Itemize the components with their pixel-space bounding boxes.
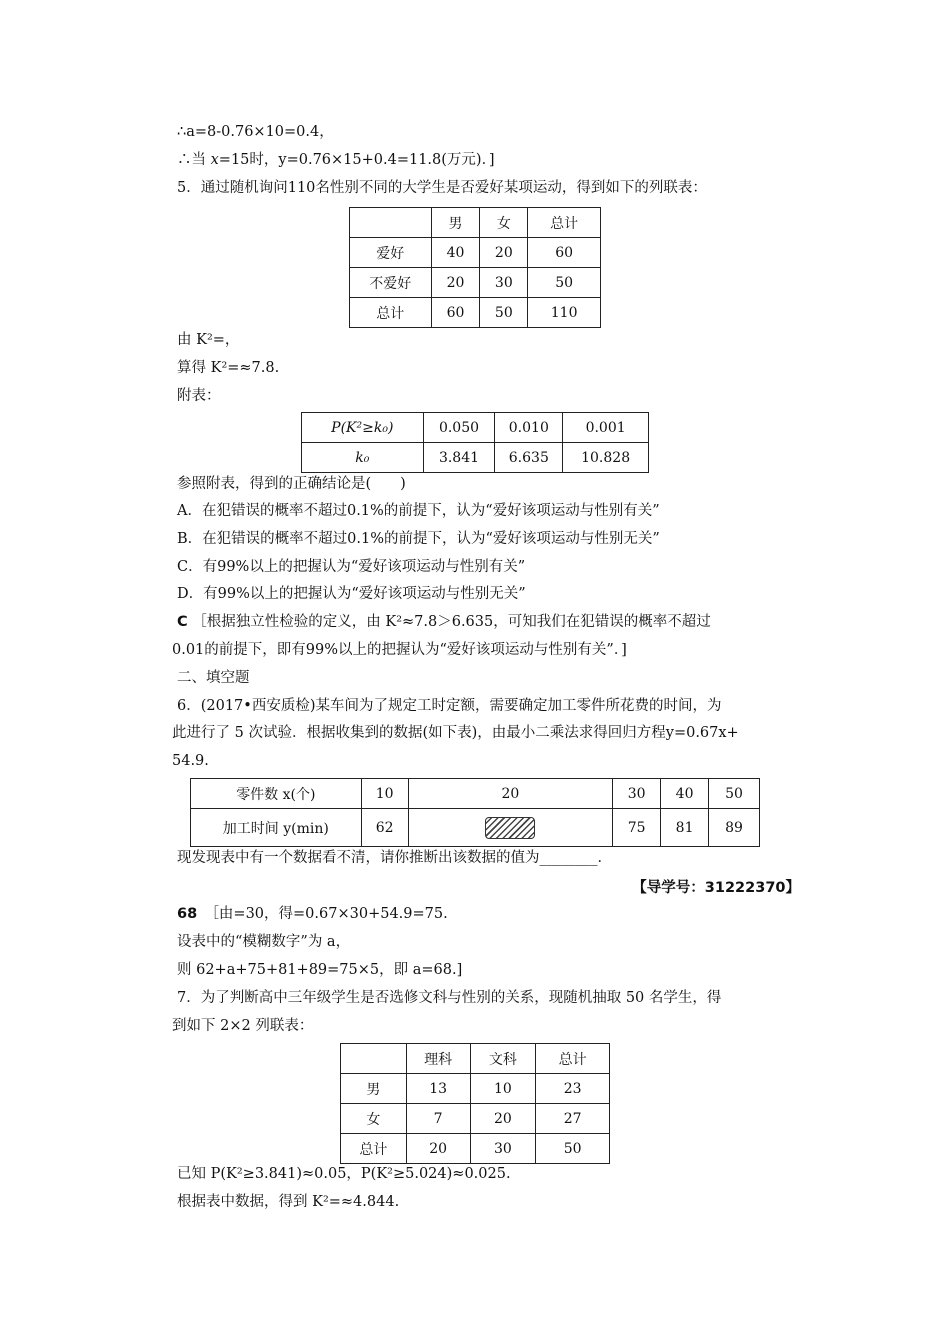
table-cell: 0.001 [563, 413, 649, 443]
table-row [191, 779, 760, 809]
contingency-table-5 [349, 207, 601, 328]
question-5: 5．通过随机询问110名性别不同的大学生是否爱好某项运动，得到如下的列联表： [177, 180, 707, 196]
answer-line-2 [177, 150, 495, 170]
table-cell: 40 [661, 779, 709, 809]
table-cell: 75 [613, 809, 661, 847]
answer-number: 68 [177, 906, 198, 922]
text: ［根据独立性检验的定义，由 K²≈7.8＞6.635，可知我们在犯错误的概率不超过 [192, 614, 711, 630]
question-6-line-1: 6．(2017•西安质检)某车间为了规定工时定额，需要确定加工零件所花费的时间，为 [177, 698, 722, 714]
var-x: x [210, 152, 219, 168]
table-cell: 110 [528, 298, 601, 328]
option-c: C．有99%以上的把握认为“爱好该项运动与性别有关” [177, 559, 526, 575]
table-cell: 50 [480, 298, 528, 328]
table-cell: 女 [341, 1104, 407, 1134]
table-cell: 13 [406, 1074, 470, 1104]
table-cell: 60 [431, 298, 480, 328]
table-cell: 40 [431, 238, 480, 268]
table-cell: 10.828 [563, 443, 649, 473]
table-cell: 27 [536, 1104, 610, 1134]
table-cell: P(K²≥k₀) [302, 413, 424, 443]
table-cell: 男 [431, 208, 480, 238]
known-probabilities: 已知 P(K²≥3.841)≈0.05，P(K²≥5.024)≈0.025. [177, 1166, 511, 1182]
answer-line-1: ∴a=8-0.76×10=0.4， [177, 124, 334, 140]
table-row [302, 443, 649, 473]
table-cell: 30 [613, 779, 661, 809]
option-a: A．在犯错误的概率不超过0.1%的前提下，认为“爱好该项运动与性别有关” [177, 503, 660, 519]
table-cell: 62 [361, 809, 408, 847]
table-row [302, 413, 649, 443]
table-cell: 总计 [528, 208, 601, 238]
table-cell: 81 [661, 809, 709, 847]
text: =15时，y=0.76×15+0.4=11.8(万元)．] [218, 152, 495, 168]
regression-table [190, 778, 760, 847]
answer-6-line-1 [177, 904, 448, 924]
table-cell: 20 [470, 1104, 536, 1134]
question-6-line-2: 此进行了 5 次试验．根据收集到的数据(如下表)，由最小二乘法求得回归方程y=0.67x+ [172, 725, 739, 741]
table-cell: 男 [341, 1074, 407, 1104]
answer-5-line-2: 0.01的前提下，即有99%以上的把握认为“爱好该项运动与性别有关”．] [172, 642, 627, 658]
reference-prompt: 参照附表，得到的正确结论是( ) [177, 476, 406, 492]
table-cell: 50 [536, 1134, 610, 1164]
table-cell: 20 [408, 779, 613, 809]
table-cell: 20 [431, 268, 480, 298]
section-heading: 二、填空题 [177, 670, 250, 686]
question-6-blank: 现发现表中有一个数据看不清，请你推断出该数据的值为________． [177, 850, 612, 866]
answer-6-line-2: 设表中的“模糊数字”为 a， [177, 934, 351, 950]
k-formula-intro: 由 K²=， [177, 332, 240, 348]
table-cell: 女 [480, 208, 528, 238]
table-cell: 总计 [341, 1134, 407, 1164]
table-cell: 50 [528, 268, 601, 298]
option-d: D．有99%以上的把握认为“爱好该项运动与性别无关” [177, 586, 526, 602]
table-cell: k₀ [302, 443, 424, 473]
guide-number: 【导学号：31222370】 [632, 880, 800, 896]
k-calculation: 算得 K²=≈7.8. [177, 360, 280, 376]
table-cell: 0.010 [495, 413, 563, 443]
result-line: 根据表中数据，得到 K²=≈4.844. [177, 1194, 400, 1210]
table-cell: 20 [406, 1134, 470, 1164]
table-cell: 总计 [350, 298, 432, 328]
answer-6-line-3: 则 62+a+75+81+89=75×5，即 a=68.] [177, 962, 463, 978]
table-cell [341, 1044, 407, 1074]
question-7-line-2: 到如下 2×2 列联表： [172, 1018, 314, 1034]
table-cell: 零件数 x(个) [191, 779, 362, 809]
question-7-line-1: 7．为了判断高中三年级学生是否选修文科与性别的关系，现随机抽取 50 名学生，得 [177, 990, 722, 1006]
table-cell: 6.635 [495, 443, 563, 473]
table-cell: 20 [480, 238, 528, 268]
table-cell: 23 [536, 1074, 610, 1104]
table-row [350, 298, 601, 328]
table-cell: 10 [361, 779, 408, 809]
table-cell: 30 [480, 268, 528, 298]
table-cell: 0.050 [423, 413, 495, 443]
blurred-cell [408, 809, 613, 847]
table-row [350, 238, 601, 268]
table-row [341, 1134, 610, 1164]
question-6-line-3: 54.9. [172, 753, 209, 769]
table-cell: 50 [709, 779, 760, 809]
text: ［由=30，得=0.67×30+54.9=75. [211, 906, 448, 922]
table-cell: 7 [406, 1104, 470, 1134]
table-cell: 10 [470, 1074, 536, 1104]
table-cell: 不爱好 [350, 268, 432, 298]
table-cell: 60 [528, 238, 601, 268]
option-b: B．在犯错误的概率不超过0.1%的前提下，认为“爱好该项运动与性别无关” [177, 531, 660, 547]
answer-letter: C [177, 614, 188, 630]
blurred-number-graphic [485, 817, 535, 839]
critical-value-table [301, 412, 649, 473]
table-cell: 理科 [406, 1044, 470, 1074]
table-row [191, 809, 760, 847]
table-row [350, 268, 601, 298]
table-cell: 89 [709, 809, 760, 847]
appendix-label: 附表： [177, 388, 221, 404]
table-row [341, 1044, 610, 1074]
table-cell: 3.841 [423, 443, 495, 473]
table-cell: 总计 [536, 1044, 610, 1074]
table-row [341, 1104, 610, 1134]
table-row [350, 208, 601, 238]
table-cell [350, 208, 432, 238]
table-cell: 30 [470, 1134, 536, 1164]
table-row [341, 1074, 610, 1104]
table-cell: 文科 [470, 1044, 536, 1074]
table-cell: 爱好 [350, 238, 432, 268]
table-cell: 加工时间 y(min) [191, 809, 362, 847]
contingency-table-7 [340, 1043, 610, 1164]
text: ∴当 [177, 152, 211, 168]
answer-5-line-1 [177, 612, 711, 632]
